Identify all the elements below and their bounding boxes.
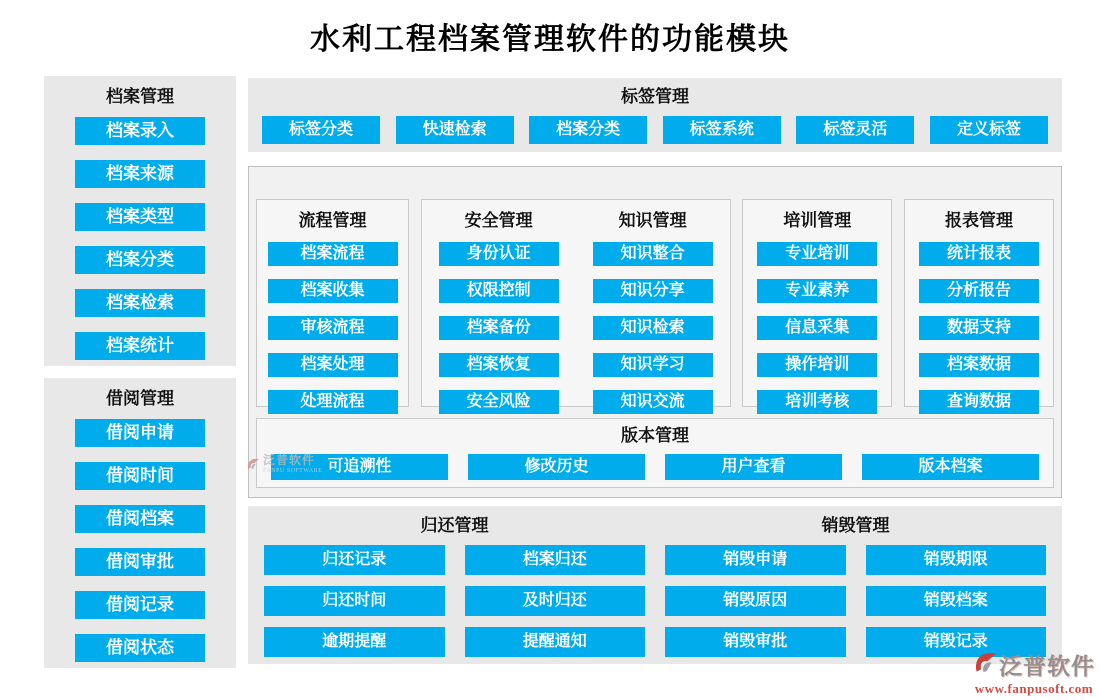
destroy-module-button[interactable]: 销毁申请 [665,545,846,575]
security-module-button[interactable]: 档案恢复 [439,353,559,377]
security-management-column [439,210,559,410]
archive-management-title: 档案管理 [106,87,174,106]
version-management-buttons [271,454,1039,480]
destroy-management-section [665,515,1046,664]
security-module-button[interactable]: 安全风险 [439,390,559,414]
archive-module-button[interactable]: 档案录入 [75,117,205,145]
archive-module-button[interactable]: 档案类型 [75,203,205,231]
knowledge-management-buttons [593,242,713,414]
report-module-button[interactable]: 统计报表 [919,242,1039,266]
tag-module-button[interactable]: 档案分类 [529,116,647,144]
version-management-box [256,418,1054,488]
training-management-title: 培训管理 [783,211,852,230]
report-module-button[interactable]: 数据支持 [919,316,1039,340]
fanpu-logo [972,648,1096,697]
borrow-module-button[interactable]: 借阅审批 [75,548,205,576]
security-management-title: 安全管理 [464,211,533,230]
security-module-button[interactable]: 档案备份 [439,316,559,340]
process-management-box [256,199,409,410]
destroy-module-button[interactable]: 销毁档案 [866,586,1047,616]
return-destroy-panel [248,506,1062,664]
tag-management-title: 标签管理 [621,87,689,106]
tag-management-buttons [262,116,1048,144]
process-management-buttons [257,242,408,414]
tag-management-panel [248,78,1062,152]
version-module-button[interactable]: 版本档案 [862,454,1039,480]
return-management-title: 归还管理 [420,516,489,535]
archive-module-button[interactable]: 档案检索 [75,289,205,317]
report-management-title: 报表管理 [944,211,1013,230]
process-module-button[interactable]: 档案收集 [268,279,398,303]
borrow-management-panel [44,378,236,668]
fanpu-watermark-small [246,455,322,477]
borrow-management-title: 借阅管理 [106,389,174,408]
page-title: 水利工程档案管理软件的功能模块 [310,23,790,56]
knowledge-management-title: 知识管理 [618,211,687,230]
tag-module-button[interactable]: 标签系统 [663,116,781,144]
return-module-button[interactable]: 归还时间 [264,586,445,616]
borrow-module-button[interactable]: 借阅档案 [75,505,205,533]
tag-module-button[interactable]: 快速检索 [396,116,514,144]
return-module-button[interactable]: 提醒通知 [465,627,646,657]
middle-modules-container [248,166,1062,498]
training-module-button[interactable]: 操作培训 [757,353,877,377]
report-module-button[interactable]: 档案数据 [919,353,1039,377]
security-knowledge-box [421,199,731,410]
return-management-section [264,515,645,664]
borrow-module-button[interactable]: 借阅申请 [75,419,205,447]
archive-module-button[interactable]: 档案统计 [75,332,205,360]
knowledge-module-button[interactable]: 知识交流 [593,390,713,414]
report-module-button[interactable]: 查询数据 [919,390,1039,414]
process-module-button[interactable]: 档案处理 [268,353,398,377]
version-module-button[interactable]: 修改历史 [468,454,645,480]
archive-management-panel [44,76,236,366]
fanpu-logo-brand: 泛普软件 [999,654,1095,679]
archive-module-button[interactable]: 档案来源 [75,160,205,188]
destroy-module-button[interactable]: 销毁期限 [866,545,1047,575]
version-module-button[interactable]: 用户查看 [665,454,842,480]
version-management-title: 版本管理 [621,426,689,445]
destroy-module-button[interactable]: 销毁审批 [665,627,846,657]
borrow-module-button[interactable]: 借阅记录 [75,591,205,619]
fanpu-watermark-brand: 泛普软件 [263,453,316,467]
fanpu-logo-url: www.fanpusoft.com [974,681,1094,696]
return-module-button[interactable]: 归还记录 [264,545,445,575]
middle-module-boxes [256,199,1054,410]
security-module-button[interactable]: 权限控制 [439,279,559,303]
process-module-button[interactable]: 处理流程 [268,390,398,414]
return-module-button[interactable]: 及时归还 [465,586,646,616]
destroy-module-button[interactable]: 销毁原因 [665,586,846,616]
process-management-title: 流程管理 [298,211,367,230]
report-management-buttons [905,242,1053,414]
training-module-button[interactable]: 培训考核 [757,390,877,414]
return-management-buttons [264,545,645,657]
borrow-management-buttons [44,419,236,662]
knowledge-module-button[interactable]: 知识检索 [593,316,713,340]
process-module-button[interactable]: 档案流程 [268,242,398,266]
knowledge-module-button[interactable]: 知识学习 [593,353,713,377]
tag-module-button[interactable]: 标签分类 [262,116,380,144]
training-management-buttons [743,242,891,414]
destroy-module-button[interactable]: 销毁记录 [866,627,1047,657]
knowledge-module-button[interactable]: 知识分享 [593,279,713,303]
version-module-button[interactable]: 可追溯性 [271,454,448,480]
training-module-button[interactable]: 信息采集 [757,316,877,340]
fanpu-watermark-brand-en: FANPU SOFTWARE [263,468,323,474]
borrow-module-button[interactable]: 借阅时间 [75,462,205,490]
security-module-button[interactable]: 身份认证 [439,242,559,266]
training-module-button[interactable]: 专业素养 [757,279,877,303]
archive-module-button[interactable]: 档案分类 [75,246,205,274]
report-management-box [904,199,1054,410]
destroy-management-buttons [665,545,1046,657]
archive-management-buttons [44,117,236,360]
tag-module-button[interactable]: 标签灵活 [796,116,914,144]
training-module-button[interactable]: 专业培训 [757,242,877,266]
return-module-button[interactable]: 逾期提醒 [264,627,445,657]
return-module-button[interactable]: 档案归还 [465,545,646,575]
process-module-button[interactable]: 审核流程 [268,316,398,340]
training-management-box [742,199,892,410]
knowledge-management-column [593,210,713,410]
security-management-buttons [439,242,559,414]
knowledge-module-button[interactable]: 知识整合 [593,242,713,266]
destroy-management-title: 销毁管理 [821,516,890,535]
tag-module-button[interactable]: 定义标签 [930,116,1048,144]
borrow-module-button[interactable]: 借阅状态 [75,634,205,662]
fanpu-logo-icon [973,650,997,679]
report-module-button[interactable]: 分析报告 [919,279,1039,303]
fanpu-logo-icon [246,457,260,476]
